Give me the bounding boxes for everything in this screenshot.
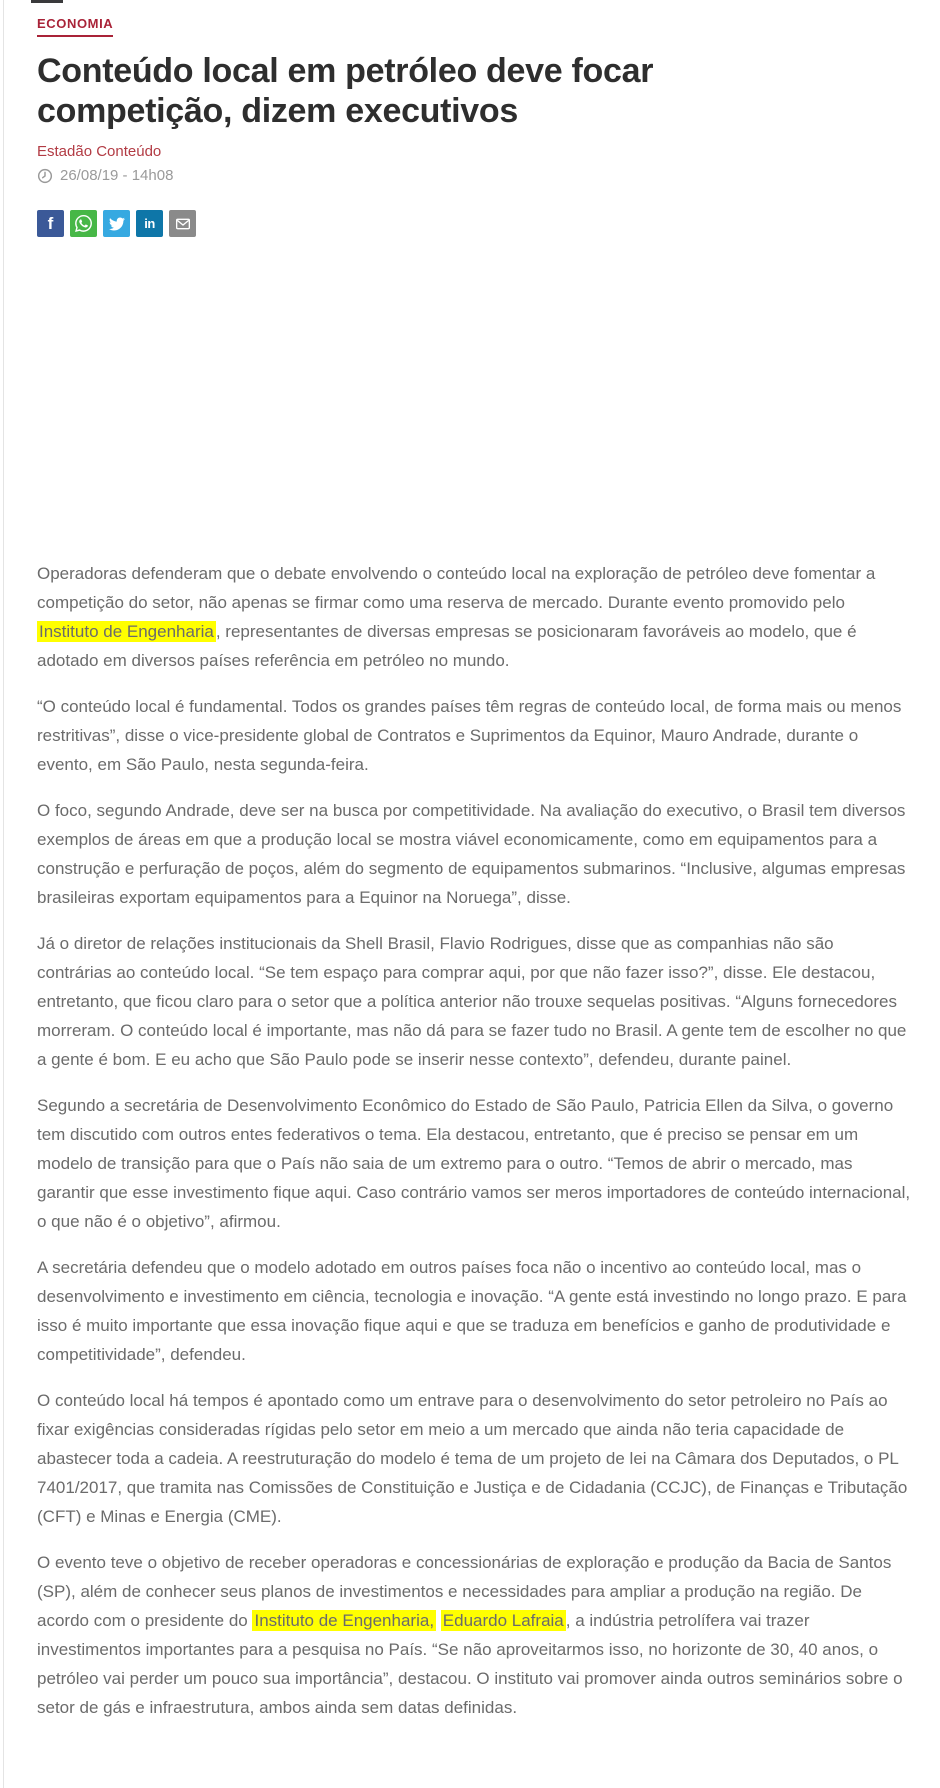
article-paragraph (37, 1253, 911, 1369)
byline[interactable]: Estadão Conteúdo (37, 143, 162, 160)
article-paragraph (37, 559, 911, 675)
share-facebook-button[interactable] (37, 210, 64, 237)
article-image-placeholder (37, 237, 911, 559)
article-paragraph (37, 1091, 911, 1236)
highlighted-link[interactable]: Instituto de Engenharia (39, 622, 214, 641)
paragraph-text: O evento teve o objetivo de receber operadoras e concessionárias de exploração e produção da Bacia de Santos (SP), além de conhecer seus planos de investimentos e necessidades para ampliar a produção na região. De acordo com o presidente do (37, 1553, 892, 1630)
facebook-icon: f (47, 214, 54, 233)
paragraph-text: O foco, segundo Andrade, deve ser na busca por competitividade. Na avaliação do executivo, o Brasil tem diversos exemplos de áreas em que a produção local se mostra viável economicamente, como em equipamentos para a construção e perfuração de poços, além do segmento de equipamentos submarinos. “Inclusive, algumas empresas brasileiras exportam equipamentos para a Equinor na Noruega”, disse. (37, 801, 906, 907)
paragraph-text: O conteúdo local há tempos é apontado como um entrave para o desenvolvimento do setor petroleiro no País ao fixar exigências consideradas rígidas pelo setor em meio a um mercado que ainda não teria capacidade de abastecer toda a cadeia. A reestruturação do modelo é tema de um projeto de lei na Câmara dos Deputados, o PL 7401/2017, que tramita nas Comissões de Constituição e Justiça e de Cidadania (CCJC), de Finanças e Tributação (CFT) e Minas e Energia (CME). (37, 1391, 908, 1526)
share-linkedin-button[interactable] (136, 210, 163, 237)
linkedin-icon: in (144, 216, 155, 231)
page-left-border (3, 0, 4, 1788)
article-paragraph (37, 692, 911, 779)
paragraph-text: Operadoras defenderam que o debate envolvendo o conteúdo local na exploração de petróleo deve fomentar a competição do setor, não apenas se firmar como uma reserva de mercado. Durante evento promovido pelo (37, 564, 876, 612)
category-link[interactable]: ECONOMIA (37, 16, 113, 37)
header-remnant (31, 0, 63, 3)
article-paragraph (37, 1548, 911, 1722)
email-icon (175, 216, 191, 232)
highlighted-link[interactable]: Instituto de Engenharia, (254, 1611, 435, 1630)
article-paragraph (37, 796, 911, 912)
article-paragraph (37, 929, 911, 1074)
paragraph-text: , representantes de diversas empresas se posicionaram favoráveis ao modelo, que é adotado em diversos países referência em petróleo no mundo. (37, 622, 857, 670)
paragraph-text: Segundo a secretária de Desenvolvimento Econômico do Estado de São Paulo, Patricia Ellen da Silva, o governo tem discutido com outros entes federativos o tema. Ela destacou, entretanto, que é preciso se pensar em um modelo de transição para que o País não saia de um extremo para o outro. “Temos de abrir o mercado, mas garantir que esse investimento fique aqui. Caso contrário vamos ser meros importadores de conteúdo internacional, o que não é o objetivo”, afirmou. (37, 1096, 911, 1231)
share-whatsapp-button[interactable] (70, 210, 97, 237)
article-body (37, 559, 911, 1722)
whatsapp-icon (75, 215, 92, 232)
paragraph-text: “O conteúdo local é fundamental. Todos os grandes países têm regras de conteúdo local, de forma mais ou menos restritivas”, disse o vice-presidente global de Contratos e Suprimentos da Equinor, Mauro Andrade, durante o evento, em São Paulo, nesta segunda-feira. (37, 697, 902, 774)
clock-icon (37, 168, 53, 184)
share-row (37, 210, 911, 237)
page-title: Conteúdo local em petróleo deve focar competição, dizem executivos (37, 52, 654, 130)
article-paragraph (37, 1386, 911, 1531)
highlighted-link[interactable]: Eduardo Lafraia (442, 1611, 564, 1630)
dateline (37, 167, 911, 184)
paragraph-text: Já o diretor de relações institucionais da Shell Brasil, Flavio Rodrigues, disse que as companhias não são contrárias ao conteúdo local. “Se tem espaço para comprar aqui, por que não fazer isso?”, disse. Ele destacou, entretanto, que ficou claro para o setor que a política anterior não trouxe sequelas positivas. “Alguns fornecedores morreram. O conteúdo local é importante, mas não dá para se fazer tudo no Brasil. A gente tem de escolher no que a gente é bom. E eu acho que São Paulo pode se inserir nesse contexto”, defendeu, durante painel. (37, 934, 907, 1069)
share-twitter-button[interactable] (103, 210, 130, 237)
share-email-button[interactable] (169, 210, 196, 237)
publish-date: 26/08/19 - 14h08 (60, 167, 174, 184)
paragraph-text: A secretária defendeu que o modelo adotado em outros países foca não o incentivo ao conteúdo local, mas o desenvolvimento e investimento em ciência, tecnologia e inovação. “A gente está investindo no longo prazo. E para isso é muito importante que essa inovação fique aqui e que se traduza em benefícios e ganho de produtividade e competitividade”, defendeu. (37, 1258, 907, 1364)
twitter-icon (109, 216, 125, 232)
paragraph-text: , a indústria petrolífera vai trazer investimentos importantes para a pesquisa no País. “Se não aproveitarmos isso, no horizonte de 30, 40 anos, o petróleo vai perder um pouco sua importância”, destacou. O instituto vai promover ainda outros seminários sobre o setor de gás e infraestrutura, ambos ainda sem datas definidas. (37, 1611, 903, 1717)
